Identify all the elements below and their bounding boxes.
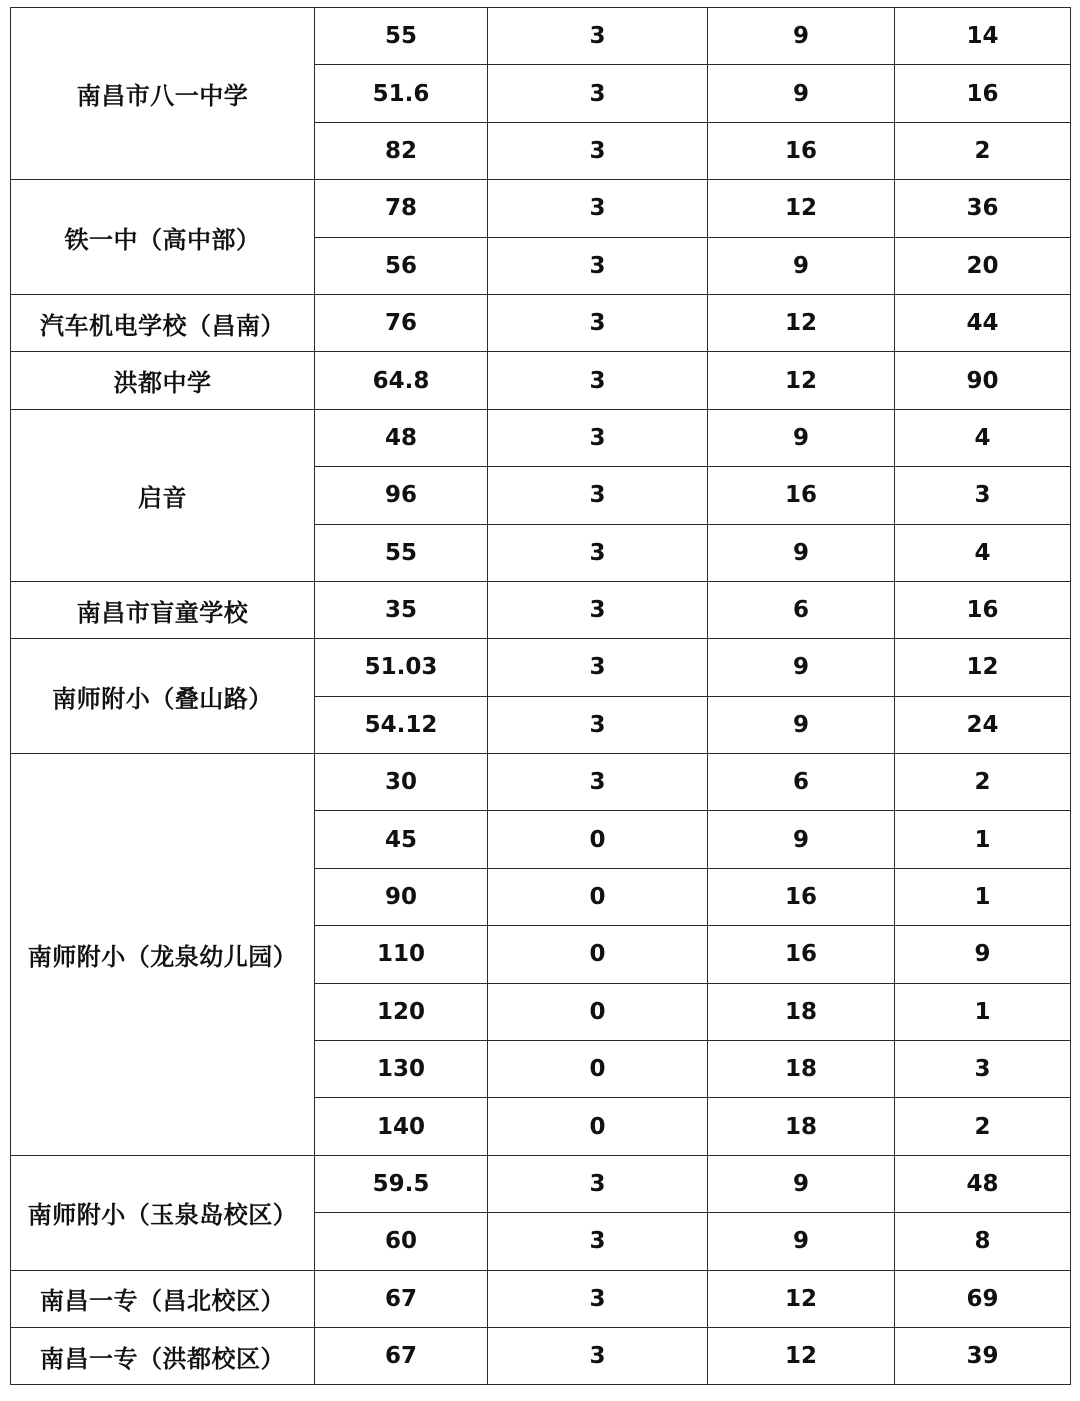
table-row (11, 294, 1071, 351)
value-cell-col2: 3 (488, 1327, 708, 1384)
value-cell-col2: 3 (488, 696, 708, 753)
value-cell-col3: 12 (708, 294, 895, 351)
value-cell-col2: 3 (488, 754, 708, 811)
value-cell-col3: 6 (708, 581, 895, 638)
value-cell-col4: 9 (895, 926, 1071, 983)
value-cell-col4: 24 (895, 696, 1071, 753)
table-row (11, 352, 1071, 409)
value-cell-col4: 36 (895, 180, 1071, 237)
value-cell-col3: 12 (708, 1327, 895, 1384)
table-row (11, 8, 1071, 65)
value-cell-col1: 54.12 (315, 696, 488, 753)
value-cell-col3: 9 (708, 1213, 895, 1270)
value-cell-col2: 3 (488, 581, 708, 638)
value-cell-col4: 90 (895, 352, 1071, 409)
value-cell-col1: 30 (315, 754, 488, 811)
school-name-cell: 南昌一专（昌北校区） (11, 1270, 315, 1327)
value-cell-col4: 4 (895, 409, 1071, 466)
value-cell-col4: 69 (895, 1270, 1071, 1327)
value-cell-col2: 3 (488, 1270, 708, 1327)
value-cell-col1: 56 (315, 237, 488, 294)
value-cell-col1: 48 (315, 409, 488, 466)
value-cell-col1: 51.03 (315, 639, 488, 696)
value-cell-col3: 9 (708, 237, 895, 294)
value-cell-col3: 12 (708, 180, 895, 237)
value-cell-col4: 44 (895, 294, 1071, 351)
table-row (11, 180, 1071, 237)
table-row (11, 581, 1071, 638)
value-cell-col2: 3 (488, 8, 708, 65)
value-cell-col2: 0 (488, 926, 708, 983)
value-cell-col2: 3 (488, 65, 708, 122)
value-cell-col2: 0 (488, 1041, 708, 1098)
value-cell-col2: 0 (488, 983, 708, 1040)
value-cell-col2: 3 (488, 352, 708, 409)
value-cell-col3: 18 (708, 983, 895, 1040)
value-cell-col1: 55 (315, 8, 488, 65)
value-cell-col2: 3 (488, 294, 708, 351)
school-name-cell: 洪都中学 (11, 352, 315, 409)
value-cell-col3: 12 (708, 1270, 895, 1327)
value-cell-col4: 4 (895, 524, 1071, 581)
table-row (11, 639, 1071, 696)
school-name-cell: 启音 (11, 409, 315, 581)
value-cell-col1: 120 (315, 983, 488, 1040)
school-name-cell: 铁一中（高中部） (11, 180, 315, 295)
value-cell-col3: 9 (708, 811, 895, 868)
value-cell-col1: 60 (315, 1213, 488, 1270)
value-cell-col2: 0 (488, 868, 708, 925)
value-cell-col4: 2 (895, 122, 1071, 179)
value-cell-col1: 64.8 (315, 352, 488, 409)
value-cell-col4: 8 (895, 1213, 1071, 1270)
value-cell-col4: 16 (895, 65, 1071, 122)
value-cell-col3: 18 (708, 1041, 895, 1098)
value-cell-col2: 3 (488, 524, 708, 581)
value-cell-col1: 67 (315, 1327, 488, 1384)
value-cell-col3: 9 (708, 524, 895, 581)
value-cell-col3: 9 (708, 639, 895, 696)
value-cell-col3: 12 (708, 352, 895, 409)
value-cell-col2: 0 (488, 811, 708, 868)
value-cell-col1: 45 (315, 811, 488, 868)
table-body (11, 8, 1071, 1385)
value-cell-col1: 67 (315, 1270, 488, 1327)
table-row (11, 1327, 1071, 1384)
value-cell-col1: 76 (315, 294, 488, 351)
school-name-cell: 南昌市盲童学校 (11, 581, 315, 638)
school-name-cell: 南师附小（龙泉幼儿园） (11, 754, 315, 1156)
table-row (11, 754, 1071, 811)
table-row (11, 1155, 1071, 1212)
value-cell-col1: 78 (315, 180, 488, 237)
school-name-cell: 南昌一专（洪都校区） (11, 1327, 315, 1384)
value-cell-col3: 16 (708, 467, 895, 524)
value-cell-col4: 3 (895, 1041, 1071, 1098)
value-cell-col2: 3 (488, 180, 708, 237)
value-cell-col2: 3 (488, 1213, 708, 1270)
value-cell-col1: 35 (315, 581, 488, 638)
value-cell-col4: 3 (895, 467, 1071, 524)
value-cell-col3: 18 (708, 1098, 895, 1155)
value-cell-col2: 0 (488, 1098, 708, 1155)
value-cell-col4: 48 (895, 1155, 1071, 1212)
school-name-cell: 南师附小（玉泉岛校区） (11, 1155, 315, 1270)
school-name-cell: 汽车机电学校（昌南） (11, 294, 315, 351)
table-row (11, 1270, 1071, 1327)
value-cell-col3: 6 (708, 754, 895, 811)
value-cell-col1: 82 (315, 122, 488, 179)
value-cell-col3: 9 (708, 409, 895, 466)
value-cell-col3: 16 (708, 868, 895, 925)
value-cell-col3: 9 (708, 1155, 895, 1212)
value-cell-col1: 51.6 (315, 65, 488, 122)
value-cell-col4: 16 (895, 581, 1071, 638)
value-cell-col3: 9 (708, 8, 895, 65)
school-data-table (10, 7, 1071, 1385)
value-cell-col4: 1 (895, 983, 1071, 1040)
value-cell-col2: 3 (488, 1155, 708, 1212)
value-cell-col1: 55 (315, 524, 488, 581)
table-row (11, 409, 1071, 466)
value-cell-col3: 9 (708, 65, 895, 122)
value-cell-col3: 16 (708, 122, 895, 179)
value-cell-col1: 90 (315, 868, 488, 925)
value-cell-col4: 20 (895, 237, 1071, 294)
value-cell-col4: 2 (895, 754, 1071, 811)
value-cell-col4: 1 (895, 868, 1071, 925)
value-cell-col4: 14 (895, 8, 1071, 65)
school-name-cell: 南昌市八一中学 (11, 8, 315, 180)
school-name-cell: 南师附小（叠山路） (11, 639, 315, 754)
value-cell-col1: 110 (315, 926, 488, 983)
value-cell-col1: 96 (315, 467, 488, 524)
value-cell-col2: 3 (488, 409, 708, 466)
value-cell-col2: 3 (488, 467, 708, 524)
value-cell-col1: 59.5 (315, 1155, 488, 1212)
value-cell-col2: 3 (488, 237, 708, 294)
value-cell-col4: 1 (895, 811, 1071, 868)
value-cell-col4: 2 (895, 1098, 1071, 1155)
value-cell-col3: 9 (708, 696, 895, 753)
value-cell-col2: 3 (488, 639, 708, 696)
value-cell-col2: 3 (488, 122, 708, 179)
value-cell-col3: 16 (708, 926, 895, 983)
value-cell-col1: 130 (315, 1041, 488, 1098)
value-cell-col4: 12 (895, 639, 1071, 696)
value-cell-col4: 39 (895, 1327, 1071, 1384)
value-cell-col1: 140 (315, 1098, 488, 1155)
